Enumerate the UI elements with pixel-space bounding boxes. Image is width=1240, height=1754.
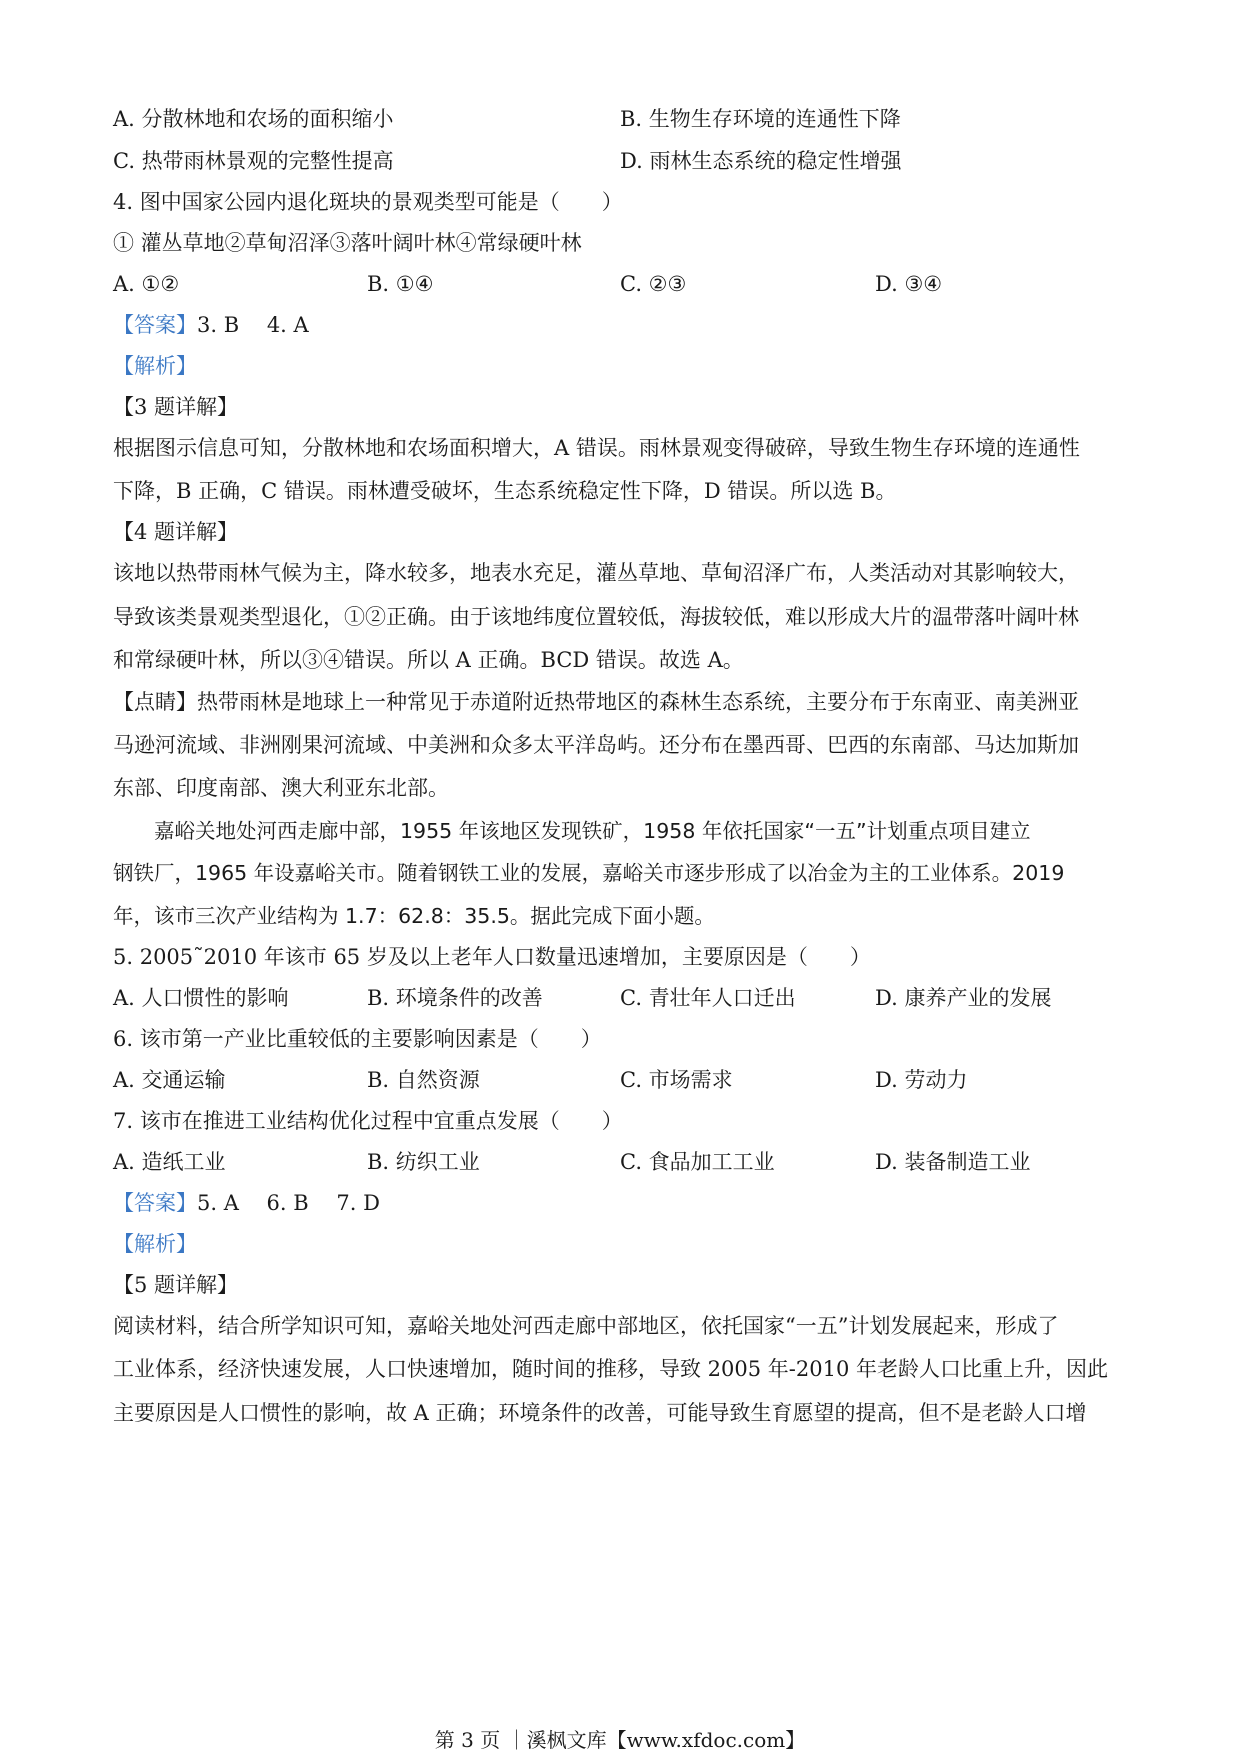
material-line-3: 年，该市三次产业结构为 1.7：62.8：35.5。据此完成下面小题。 (113, 904, 715, 928)
answer-block-2 (113, 1188, 380, 1218)
detail3-heading: 【3 题详解】 (113, 395, 239, 419)
q4-option-c: C. ②③ (620, 272, 687, 296)
q7-option-c: C. 食品加工工业 (620, 1150, 775, 1174)
analysis-label-1: 【解析】 (113, 354, 197, 378)
tip-line-3: 东部、印度南部、澳大利亚东北部。 (113, 776, 449, 800)
material-line-1: 嘉峪关地处河西走廊中部，1955 年该地区发现铁矿，1958 年依托国家“一五”计划重点项目建立 (113, 819, 1031, 843)
detail5-line-1: 阅读材料，结合所学知识可知，嘉峪关地处河西走廊中部地区，依托国家“一五”计划发展起来，形成了 (113, 1314, 1059, 1338)
material-line-2: 钢铁厂，1965 年设嘉峪关市。随着钢铁工业的发展，嘉峪关市逐步形成了以冶金为主的工业体系。2019 (113, 861, 1065, 885)
q5-option-d: D. 康养产业的发展 (875, 986, 1052, 1010)
detail4-line-1: 该地以热带雨林气候为主，降水较多，地表水充足，灌丛草地、草甸沼泽广布，人类活动对其影响较大， (113, 561, 1079, 585)
q3-option-d: D. 雨林生态系统的稳定性增强 (620, 149, 902, 173)
q5-option-c: C. 青壮年人口迁出 (620, 986, 796, 1010)
q4-option-a: A. ①② (113, 272, 180, 296)
q7-stem: 7. 该市在推进工业结构优化过程中宜重点发展（ ） (113, 1109, 623, 1133)
detail5-line-2: 工业体系，经济快速发展，人口快速增加，随时间的推移，导致 2005 年-2010 年老龄人口比重上升，因此 (113, 1357, 1109, 1381)
q6-option-d: D. 劳动力 (875, 1068, 968, 1092)
tip-line-2: 马逊河流域、非洲刚果河流域、中美洲和众多太平洋岛屿。还分布在墨西哥、巴西的东南部、马达加斯加 (113, 733, 1079, 757)
answer-text: 3. B 4. A (197, 313, 309, 337)
q5-option-a: A. 人口惯性的影响 (113, 986, 289, 1010)
q3-option-c: C. 热带雨林景观的完整性提高 (113, 149, 394, 173)
detail5-heading: 【5 题详解】 (113, 1273, 239, 1297)
detail5-line-3: 主要原因是人口惯性的影响，故 A 正确；环境条件的改善，可能导致生育愿望的提高，但不是老龄人口增 (113, 1401, 1087, 1425)
q5-option-b: B. 环境条件的改善 (367, 986, 543, 1010)
q6-option-b: B. 自然资源 (367, 1068, 480, 1092)
page-footer: 第 3 页 ｜溪枫文库【www.xfdoc.com】 (434, 1728, 806, 1752)
q6-stem: 6. 该市第一产业比重较低的主要影响因素是（ ） (113, 1027, 602, 1051)
q6-option-a: A. 交通运输 (113, 1068, 226, 1092)
q4-option-b: B. ①④ (367, 272, 434, 296)
q4-items: ① 灌丛草地②草甸沼泽③落叶阔叶林④常绿硬叶林 (113, 231, 582, 255)
detail4-heading: 【4 题详解】 (113, 520, 239, 544)
q3-option-b: B. 生物生存环境的连通性下降 (620, 107, 901, 131)
q7-option-b: B. 纺织工业 (367, 1150, 480, 1174)
q7-option-d: D. 装备制造工业 (875, 1150, 1031, 1174)
answer-label: 【答案】 (113, 1191, 197, 1215)
answer-label: 【答案】 (113, 313, 197, 337)
q5-stem: 5. 2005˜2010 年该市 65 岁及以上老年人口数量迅速增加，主要原因是（ ） (113, 945, 871, 969)
q4-stem: 4. 图中国家公园内退化斑块的景观类型可能是（ ） (113, 190, 623, 214)
q6-option-c: C. 市场需求 (620, 1068, 733, 1092)
detail4-line-2: 导致该类景观类型退化，①②正确。由于该地纬度位置较低，海拔较低，难以形成大片的温带落叶阔叶林 (113, 605, 1079, 629)
q3-option-a: A. 分散林地和农场的面积缩小 (113, 107, 394, 131)
analysis-label-2: 【解析】 (113, 1232, 197, 1256)
tip-line-1: 【点睛】热带雨林是地球上一种常见于赤道附近热带地区的森林生态系统，主要分布于东南亚、南美洲亚 (113, 690, 1079, 714)
detail3-line-2: 下降，B 正确，C 错误。雨林遭受破坏，生态系统稳定性下降，D 错误。所以选 B。 (113, 479, 897, 503)
detail4-line-3: 和常绿硬叶林，所以③④错误。所以 A 正确。BCD 错误。故选 A。 (113, 648, 744, 672)
detail3-line-1: 根据图示信息可知，分散林地和农场面积增大，A 错误。雨林景观变得破碎，导致生物生存环境的连通性 (113, 436, 1080, 460)
q4-option-d: D. ③④ (875, 272, 943, 296)
q7-option-a: A. 造纸工业 (113, 1150, 226, 1174)
answer-text: 5. A 6. B 7. D (197, 1191, 380, 1215)
answer-block-1 (113, 310, 309, 340)
